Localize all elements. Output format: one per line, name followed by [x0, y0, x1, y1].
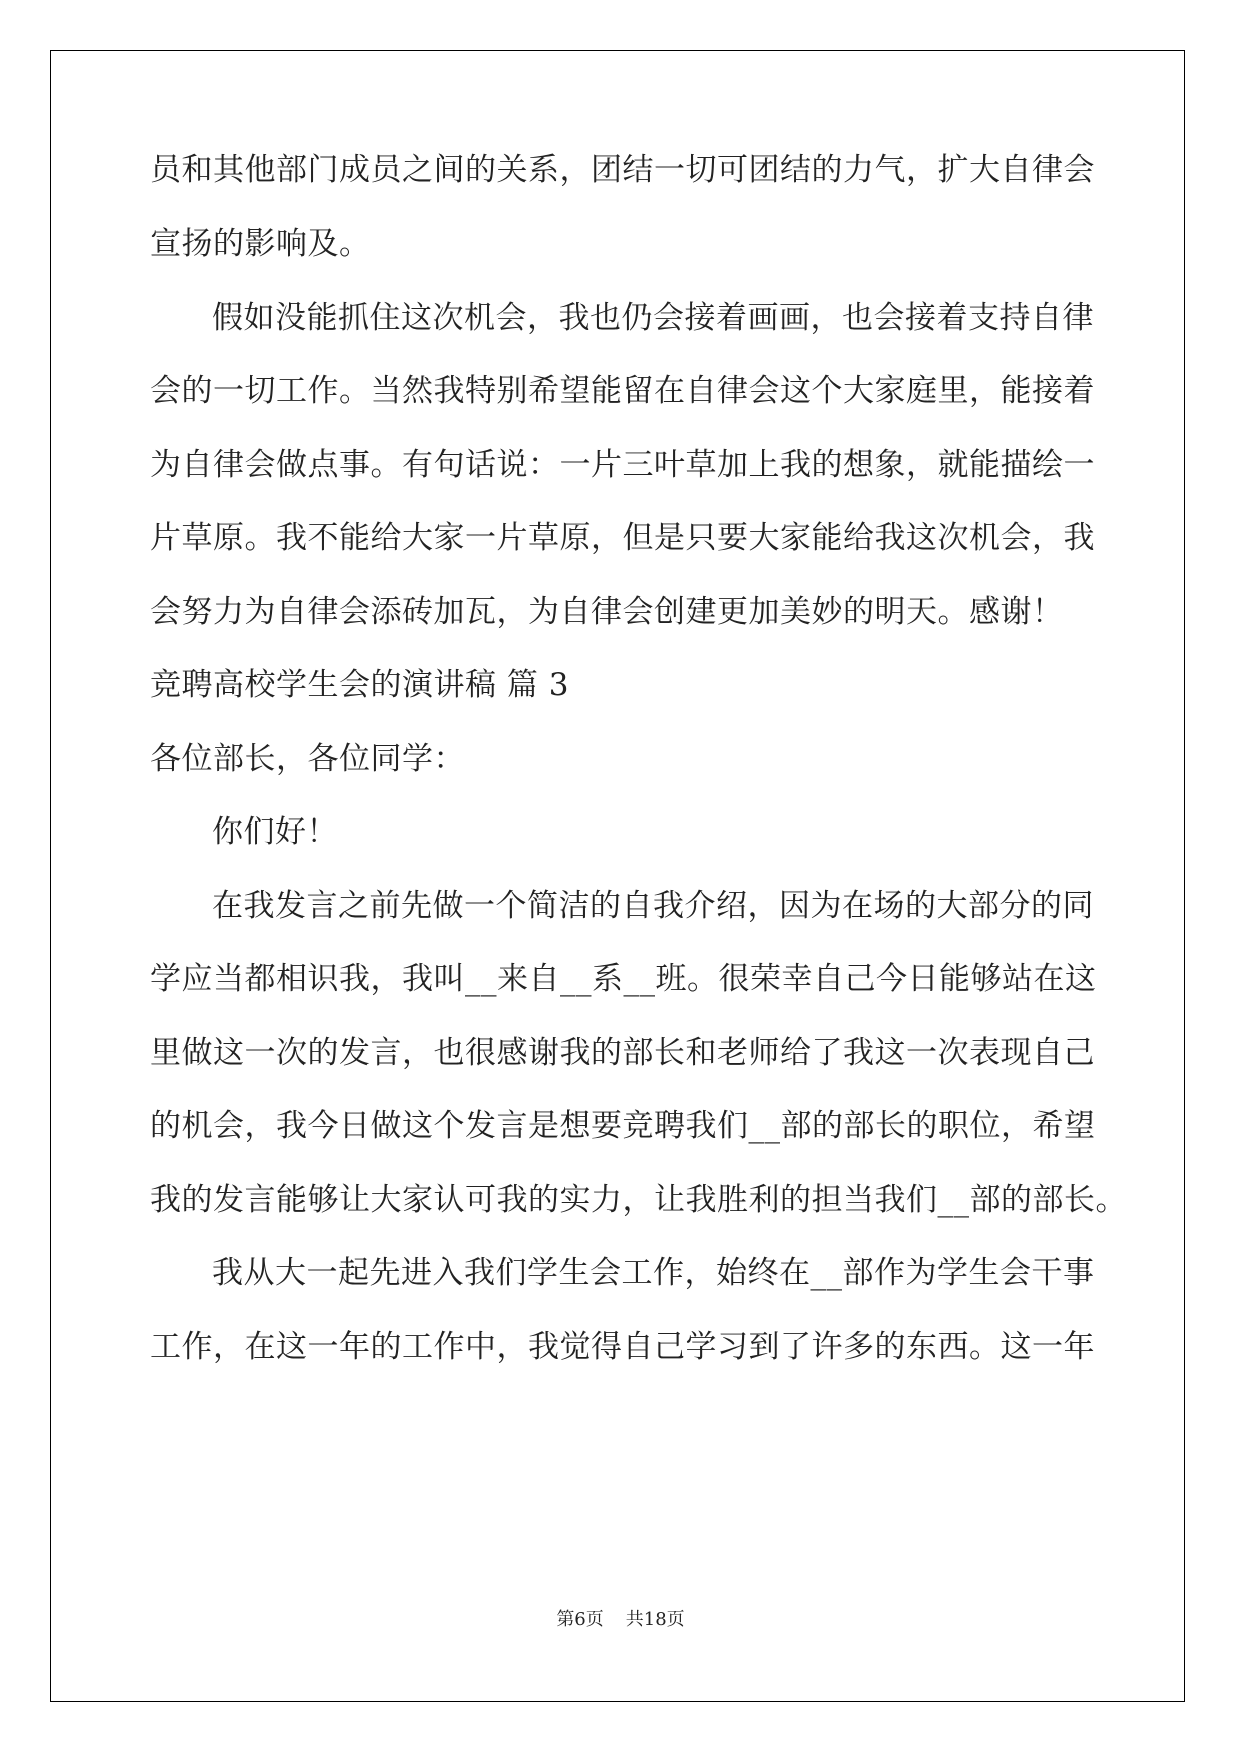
greeting: 你们好！: [212, 814, 338, 850]
text-line: 片草原。我不能给大家一片草原，但是只要大家能给我这次机会，我: [150, 520, 1095, 556]
text-line: 学应当都相识我，我叫__来自__系__班。很荣幸自己今日能够站在这: [150, 961, 1097, 997]
text-line: 的机会，我今日做这个发言是想要竞聘我们__部的部长的职位，希望: [150, 1108, 1096, 1144]
text-line: 工作，在这一年的工作中，我觉得自己学习到了许多的东西。这一年: [150, 1329, 1095, 1365]
text-line: 会努力为自律会添砖加瓦，为自律会创建更加美妙的明天。感谢！: [150, 594, 1064, 630]
text-line: 里做这一次的发言，也很感谢我的部长和老师给了我这一次表现自己: [150, 1035, 1095, 1071]
text-line: 为自律会做点事。有句话说：一片三叶草加上我的想象，就能描绘一: [150, 447, 1095, 483]
text-line: 我的发言能够让大家认可我的实力，让我胜利的担当我们__部的部长。: [150, 1182, 1127, 1218]
paragraph-start: 在我发言之前先做一个简洁的自我介绍，因为在场的大部分的同: [212, 888, 1094, 924]
paragraph-start: 假如没能抓住这次机会，我也仍会接着画画，也会接着支持自律: [212, 300, 1094, 336]
section-heading: 竞聘高校学生会的演讲稿 篇 3: [150, 667, 569, 703]
salutation: 各位部长，各位同学：: [150, 741, 465, 777]
text-line: 宣扬的影响及。: [150, 226, 371, 262]
page-footer: [0, 1608, 1241, 1632]
page-number: 第6页: [556, 1609, 604, 1630]
paragraph-start: 我从大一起先进入我们学生会工作，始终在__部作为学生会干事: [212, 1255, 1095, 1291]
text-line: 会的一切工作。当然我特别希望能留在自律会这个大家庭里，能接着: [150, 373, 1095, 409]
page-total: 共18页: [625, 1609, 685, 1630]
text-line: 员和其他部门成员之间的关系，团结一切可团结的力气，扩大自律会: [150, 152, 1095, 188]
